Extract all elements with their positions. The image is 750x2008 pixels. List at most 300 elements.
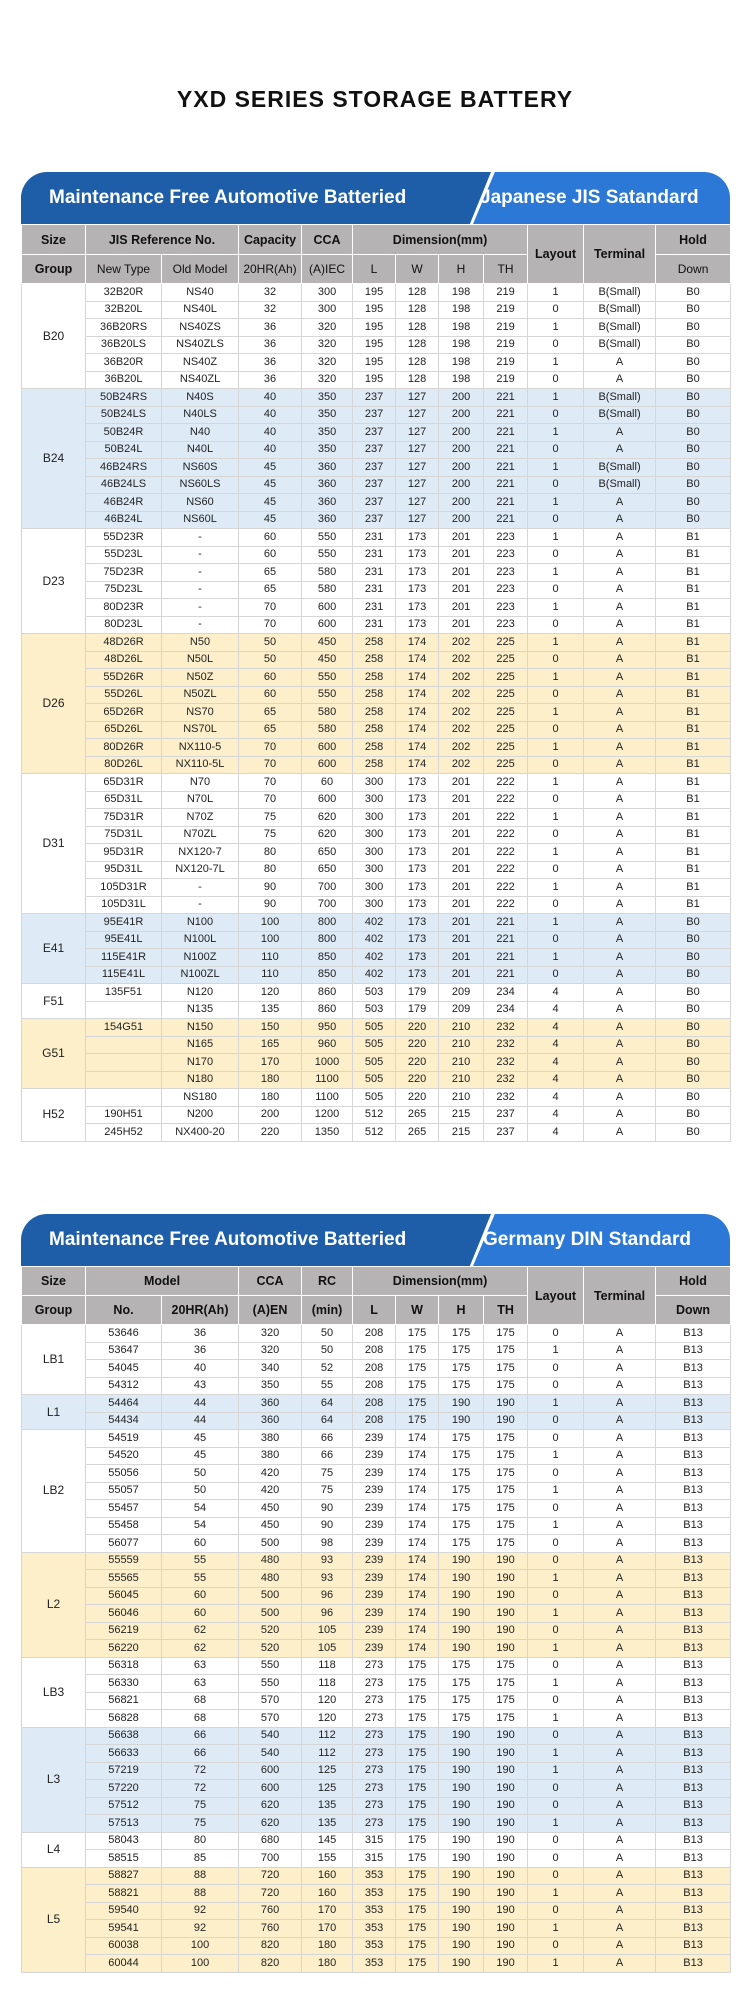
din-table-cell: 54434 xyxy=(86,1412,162,1430)
din-table-cell: 239 xyxy=(353,1447,396,1465)
din-banner xyxy=(21,1214,730,1266)
din-table-cell: 450 xyxy=(239,1500,302,1518)
din-table-cell: 175 xyxy=(396,1920,439,1938)
din-table-cell: 57513 xyxy=(86,1815,162,1833)
jis-table-cell: 4 xyxy=(528,1124,584,1142)
jis-table-cell: 258 xyxy=(353,704,396,722)
din-table-cell: 353 xyxy=(353,1902,396,1920)
din-table-cell: A xyxy=(584,1745,656,1763)
jis-table-cell: 4 xyxy=(528,1089,584,1107)
jis-table-cell: 245H52 xyxy=(86,1124,162,1142)
jis-table-cell: 221 xyxy=(484,511,528,529)
jis-table-cell: A xyxy=(584,756,656,774)
din-table-cell: 420 xyxy=(239,1465,302,1483)
jis-table-cell: 36B20L xyxy=(86,371,162,389)
din-table-cell: 190 xyxy=(484,1797,528,1815)
jis-table-cell: 202 xyxy=(439,721,484,739)
din-table-cell: 190 xyxy=(439,1780,484,1798)
jis-table-cell: 173 xyxy=(396,564,439,582)
din-table-cell: 500 xyxy=(239,1605,302,1623)
din-table-cell: 58821 xyxy=(86,1885,162,1903)
jis-table-cell: NS40ZL xyxy=(162,371,239,389)
din-table-cell: 175 xyxy=(439,1675,484,1693)
din-table-cell: 320 xyxy=(239,1342,302,1360)
jis-table-cell: 95E41L xyxy=(86,931,162,949)
jis-table-cell: 237 xyxy=(353,494,396,512)
jis-banner xyxy=(21,172,730,224)
jis-table-cell: 128 xyxy=(396,284,439,302)
jis-table-cell: 512 xyxy=(353,1124,396,1142)
jis-table-cell: NX400-20 xyxy=(162,1124,239,1142)
jis-table-cell: 40 xyxy=(239,389,302,407)
din-table-cell: A xyxy=(584,1657,656,1675)
jis-table-cell: 95D31L xyxy=(86,861,162,879)
jis-table-cell: B0 xyxy=(656,1019,731,1037)
din-table-cell: 55 xyxy=(302,1377,353,1395)
din-table-cell: 190 xyxy=(439,1395,484,1413)
din-table-cell: 174 xyxy=(396,1517,439,1535)
jis-table-cell: 300 xyxy=(353,844,396,862)
din-table-row xyxy=(22,1640,731,1658)
jis-table-row xyxy=(22,791,731,809)
jis-table-cell: B0 xyxy=(656,511,731,529)
jis-table-cell: 127 xyxy=(396,441,439,459)
din-table-cell: 174 xyxy=(396,1535,439,1553)
din-table-cell: 50 xyxy=(302,1342,353,1360)
din-table-cell: 190 xyxy=(484,1832,528,1850)
din-table-cell: 88 xyxy=(162,1885,239,1903)
jis-table-cell: 503 xyxy=(353,984,396,1002)
din-table-cell: 190 xyxy=(439,1412,484,1430)
jis-table-row xyxy=(22,739,731,757)
din-table-cell: 175 xyxy=(439,1325,484,1343)
din-table-cell: 175 xyxy=(396,1762,439,1780)
din-table-cell: 57219 xyxy=(86,1762,162,1780)
jis-table-cell: A xyxy=(584,966,656,984)
jis-table-cell: 174 xyxy=(396,686,439,704)
jis-table-row xyxy=(22,581,731,599)
jis-table-row xyxy=(22,809,731,827)
jis-table-cell: 221 xyxy=(484,389,528,407)
din-table-cell: 175 xyxy=(484,1360,528,1378)
din-table-cell: 125 xyxy=(302,1780,353,1798)
din-table-cell: 820 xyxy=(239,1955,302,1973)
jis-table-cell: N100Z xyxy=(162,949,239,967)
jis-table-cell: 1 xyxy=(528,354,584,372)
jis-table-row xyxy=(22,966,731,984)
jis-banner-standard: Japanese JIS Satandard xyxy=(480,187,699,208)
din-table-cell: 175 xyxy=(396,1902,439,1920)
din-table-cell: 175 xyxy=(439,1710,484,1728)
din-table-cell: B13 xyxy=(656,1762,731,1780)
jis-table-cell: A xyxy=(584,739,656,757)
jis-table-cell: B0 xyxy=(656,406,731,424)
jis-table-cell: 32 xyxy=(239,284,302,302)
din-table-cell: 160 xyxy=(302,1867,353,1885)
din-table-cell: A xyxy=(584,1815,656,1833)
din-table-cell: 0 xyxy=(528,1430,584,1448)
din-table-cell: 700 xyxy=(239,1850,302,1868)
din-table-row xyxy=(22,1447,731,1465)
din-table-cell: 92 xyxy=(162,1902,239,1920)
din-table-cell: 315 xyxy=(353,1850,396,1868)
din-table-cell: 570 xyxy=(239,1710,302,1728)
din-table-cell: 0 xyxy=(528,1850,584,1868)
din-table-cell: 55057 xyxy=(86,1482,162,1500)
jis-group-cell: H52 xyxy=(22,1089,86,1142)
din-table-cell: 175 xyxy=(439,1657,484,1675)
header-th: TH xyxy=(484,255,528,284)
jis-table-cell: 700 xyxy=(302,879,353,897)
din-table-cell: 68 xyxy=(162,1692,239,1710)
din-table-cell: 105 xyxy=(302,1640,353,1658)
din-table-cell: 145 xyxy=(302,1832,353,1850)
jis-table-cell: A xyxy=(584,564,656,582)
din-table-cell: B13 xyxy=(656,1902,731,1920)
din-table-cell: A xyxy=(584,1902,656,1920)
jis-table-cell: 580 xyxy=(302,564,353,582)
din-table-cell: 55 xyxy=(162,1570,239,1588)
jis-table-cell: 80D26R xyxy=(86,739,162,757)
jis-table-cell: N200 xyxy=(162,1106,239,1124)
din-section xyxy=(21,1214,730,1973)
din-table-row xyxy=(22,1885,731,1903)
jis-table-cell: 221 xyxy=(484,494,528,512)
din-table-cell: 175 xyxy=(484,1675,528,1693)
jis-table-cell: 201 xyxy=(439,581,484,599)
jis-table-cell: 195 xyxy=(353,301,396,319)
din-table-cell: 175 xyxy=(396,1850,439,1868)
jis-table-cell: 1 xyxy=(528,494,584,512)
din-table-cell: 190 xyxy=(484,1937,528,1955)
jis-table-cell: 200 xyxy=(439,406,484,424)
jis-table-cell: 173 xyxy=(396,896,439,914)
jis-group-cell: D26 xyxy=(22,634,86,774)
din-table-cell: 175 xyxy=(439,1517,484,1535)
jis-table-cell: B0 xyxy=(656,354,731,372)
jis-table-cell: 225 xyxy=(484,669,528,687)
jis-table-cell: A xyxy=(584,441,656,459)
din-table-cell: 190 xyxy=(439,1815,484,1833)
jis-table-cell: 360 xyxy=(302,494,353,512)
din-table-cell: A xyxy=(584,1867,656,1885)
din-table-row xyxy=(22,1692,731,1710)
din-table-cell: 62 xyxy=(162,1640,239,1658)
jis-table-cell: 100 xyxy=(239,931,302,949)
din-table-cell: 50 xyxy=(162,1482,239,1500)
jis-table-cell: 600 xyxy=(302,599,353,617)
jis-table-cell: A xyxy=(584,494,656,512)
jis-table-cell: 198 xyxy=(439,371,484,389)
jis-table-row xyxy=(22,861,731,879)
din-table-cell: 1 xyxy=(528,1745,584,1763)
jis-table-cell: 600 xyxy=(302,739,353,757)
din-table-cell: 50 xyxy=(162,1465,239,1483)
jis-table-cell: B0 xyxy=(656,336,731,354)
jis-table-cell: 65 xyxy=(239,581,302,599)
jis-table-cell: 620 xyxy=(302,826,353,844)
din-table-cell: 175 xyxy=(396,1780,439,1798)
jis-table-cell: A xyxy=(584,546,656,564)
jis-table-cell: 60 xyxy=(239,529,302,547)
din-table-cell: B13 xyxy=(656,1447,731,1465)
din-table-cell: A xyxy=(584,1395,656,1413)
jis-table-cell: B1 xyxy=(656,756,731,774)
jis-table-row xyxy=(22,1089,731,1107)
jis-table-cell: N40 xyxy=(162,424,239,442)
jis-table-cell: 231 xyxy=(353,616,396,634)
jis-table-cell: 1100 xyxy=(302,1071,353,1089)
din-table-cell: 680 xyxy=(239,1832,302,1850)
jis-table-cell: 198 xyxy=(439,336,484,354)
jis-table-cell: 60 xyxy=(239,669,302,687)
jis-table-cell: A xyxy=(584,704,656,722)
jis-table-cell: 225 xyxy=(484,739,528,757)
jis-table-cell: 174 xyxy=(396,739,439,757)
jis-table-cell: 320 xyxy=(302,354,353,372)
jis-table-cell: 4 xyxy=(528,984,584,1002)
din-table-cell: 760 xyxy=(239,1920,302,1938)
jis-table-cell: 221 xyxy=(484,931,528,949)
din-table-body xyxy=(22,1325,731,1973)
jis-table-cell: 202 xyxy=(439,669,484,687)
jis-table-cell: 1 xyxy=(528,424,584,442)
din-table-cell: 190 xyxy=(439,1605,484,1623)
jis-table-row xyxy=(22,634,731,652)
din-table-cell: 1 xyxy=(528,1762,584,1780)
din-group-cell: L4 xyxy=(22,1832,86,1867)
jis-table-cell: NX120-7L xyxy=(162,861,239,879)
jis-table-cell: 32B20L xyxy=(86,301,162,319)
din-group-cell: L5 xyxy=(22,1867,86,1972)
din-table-cell: A xyxy=(584,1885,656,1903)
jis-table-row xyxy=(22,914,731,932)
jis-table-row xyxy=(22,984,731,1002)
jis-table-cell: 48D26R xyxy=(86,634,162,652)
din-table-cell: 1 xyxy=(528,1920,584,1938)
din-header-size: Size xyxy=(22,1267,86,1296)
din-table-cell: 520 xyxy=(239,1622,302,1640)
jis-table-cell: 201 xyxy=(439,914,484,932)
jis-table-cell: 45 xyxy=(239,511,302,529)
din-table-cell: A xyxy=(584,1360,656,1378)
din-table-cell: 56046 xyxy=(86,1605,162,1623)
jis-table-cell: NX110-5 xyxy=(162,739,239,757)
din-table-cell: 175 xyxy=(484,1465,528,1483)
din-table-cell: B13 xyxy=(656,1675,731,1693)
din-table-cell: 360 xyxy=(239,1412,302,1430)
din-table-cell: 170 xyxy=(302,1902,353,1920)
jis-table-cell: 173 xyxy=(396,529,439,547)
jis-table-cell: 580 xyxy=(302,581,353,599)
page-title: YXD SERIES STORAGE BATTERY xyxy=(176,86,574,112)
din-table-cell: 320 xyxy=(239,1325,302,1343)
jis-table-cell: - xyxy=(162,564,239,582)
jis-table-cell xyxy=(86,1089,162,1107)
din-table-cell: 175 xyxy=(439,1535,484,1553)
jis-table-cell: A xyxy=(584,1001,656,1019)
jis-table-cell: 0 xyxy=(528,581,584,599)
din-table-cell: B13 xyxy=(656,1395,731,1413)
jis-table-cell: 200 xyxy=(439,389,484,407)
jis-table-cell: N100 xyxy=(162,914,239,932)
jis-table-cell: 50B24R xyxy=(86,424,162,442)
din-table-cell: 54045 xyxy=(86,1360,162,1378)
jis-table-cell: 505 xyxy=(353,1089,396,1107)
jis-table-cell: 60 xyxy=(302,774,353,792)
din-table-cell: 175 xyxy=(396,1710,439,1728)
din-table-cell: A xyxy=(584,1780,656,1798)
jis-table-row xyxy=(22,896,731,914)
jis-table-cell: 219 xyxy=(484,284,528,302)
din-table-row xyxy=(22,1745,731,1763)
din-table-cell: 1 xyxy=(528,1605,584,1623)
jis-table-cell: 300 xyxy=(302,301,353,319)
din-table-cell: B13 xyxy=(656,1937,731,1955)
din-table-cell: 620 xyxy=(239,1815,302,1833)
jis-table-row xyxy=(22,844,731,862)
din-table-cell: 273 xyxy=(353,1745,396,1763)
jis-table-cell: N70L xyxy=(162,791,239,809)
jis-table-cell: 0 xyxy=(528,791,584,809)
jis-group-cell: D23 xyxy=(22,529,86,634)
din-table-cell: 44 xyxy=(162,1395,239,1413)
jis-table-cell: 505 xyxy=(353,1019,396,1037)
din-table-cell: 190 xyxy=(439,1745,484,1763)
din-table-cell: 45 xyxy=(162,1447,239,1465)
jis-table-cell: 198 xyxy=(439,354,484,372)
din-table-cell: A xyxy=(584,1447,656,1465)
jis-table-cell: N120 xyxy=(162,984,239,1002)
jis-table-cell: 1 xyxy=(528,459,584,477)
din-table-cell: 85 xyxy=(162,1850,239,1868)
jis-table-cell: - xyxy=(162,599,239,617)
jis-table-cell: 48D26L xyxy=(86,651,162,669)
din-table-cell: 1 xyxy=(528,1482,584,1500)
din-table-cell: 175 xyxy=(396,1727,439,1745)
jis-table-cell: 201 xyxy=(439,861,484,879)
jis-table-cell: B1 xyxy=(656,704,731,722)
jis-table-cell: 221 xyxy=(484,424,528,442)
din-table-cell: 175 xyxy=(439,1692,484,1710)
jis-group-cell: B20 xyxy=(22,284,86,389)
jis-table-cell: 1200 xyxy=(302,1106,353,1124)
jis-table-cell xyxy=(86,1054,162,1072)
jis-table-cell: N70Z xyxy=(162,809,239,827)
jis-table-cell: 360 xyxy=(302,511,353,529)
din-table-cell: 175 xyxy=(439,1342,484,1360)
jis-table-cell: 223 xyxy=(484,546,528,564)
jis-table-row xyxy=(22,1054,731,1072)
jis-table-cell: 1 xyxy=(528,774,584,792)
jis-table-cell: 1 xyxy=(528,949,584,967)
din-table-cell: 273 xyxy=(353,1815,396,1833)
din-table-cell: 190 xyxy=(439,1955,484,1973)
jis-table-cell: 231 xyxy=(353,546,396,564)
din-group-cell: L1 xyxy=(22,1395,86,1430)
jis-table-cell: 4 xyxy=(528,1019,584,1037)
jis-table-cell: 173 xyxy=(396,844,439,862)
din-table-cell: A xyxy=(584,1587,656,1605)
din-table-cell: 93 xyxy=(302,1570,353,1588)
din-table-cell: 175 xyxy=(484,1692,528,1710)
din-table-cell: 93 xyxy=(302,1552,353,1570)
jis-table-cell: 128 xyxy=(396,319,439,337)
jis-table-cell: 70 xyxy=(239,616,302,634)
jis-table-row xyxy=(22,511,731,529)
jis-table-cell: 320 xyxy=(302,319,353,337)
din-table-cell: 353 xyxy=(353,1867,396,1885)
jis-table-row xyxy=(22,494,731,512)
jis-table-cell: A xyxy=(584,791,656,809)
jis-table-cell: 174 xyxy=(396,669,439,687)
jis-table-cell xyxy=(86,1036,162,1054)
jis-table-cell: 850 xyxy=(302,966,353,984)
jis-table-cell: 0 xyxy=(528,301,584,319)
jis-table-cell: 222 xyxy=(484,774,528,792)
din-table-cell: 450 xyxy=(239,1517,302,1535)
din-table-cell: 380 xyxy=(239,1430,302,1448)
jis-table-cell: 195 xyxy=(353,371,396,389)
din-table-cell: 500 xyxy=(239,1535,302,1553)
jis-table-cell: A xyxy=(584,371,656,389)
jis-table-cell: 220 xyxy=(396,1071,439,1089)
din-table-cell: B13 xyxy=(656,1622,731,1640)
jis-table-cell: N100ZL xyxy=(162,966,239,984)
jis-banner-title: Maintenance Free Automotive Batteried xyxy=(49,187,407,208)
din-group-cell: L3 xyxy=(22,1727,86,1832)
jis-table-cell: 46B24R xyxy=(86,494,162,512)
din-table-cell: 190 xyxy=(484,1780,528,1798)
jis-table-cell: 70 xyxy=(239,774,302,792)
din-table-cell: 175 xyxy=(396,1377,439,1395)
jis-table-cell: 0 xyxy=(528,826,584,844)
din-table-cell: B13 xyxy=(656,1360,731,1378)
jis-table-row xyxy=(22,774,731,792)
jis-table-cell: B(Small) xyxy=(584,336,656,354)
din-table-cell: 175 xyxy=(484,1342,528,1360)
din-table-cell: B13 xyxy=(656,1570,731,1588)
din-table-row xyxy=(22,1762,731,1780)
jis-table-cell: 201 xyxy=(439,966,484,984)
din-table-cell: 60 xyxy=(162,1605,239,1623)
din-table-row xyxy=(22,1535,731,1553)
din-table-cell: 315 xyxy=(353,1832,396,1850)
din-table-cell: 66 xyxy=(302,1430,353,1448)
jis-table-cell: 265 xyxy=(396,1106,439,1124)
jis-table-cell: 0 xyxy=(528,896,584,914)
jis-table-row xyxy=(22,756,731,774)
jis-table-cell: 237 xyxy=(353,424,396,442)
din-table-cell: 174 xyxy=(396,1552,439,1570)
din-group-cell: LB1 xyxy=(22,1325,86,1395)
jis-table-cell: A xyxy=(584,844,656,862)
jis-table-cell: 320 xyxy=(302,371,353,389)
din-table-row xyxy=(22,1395,731,1413)
din-table-cell: 0 xyxy=(528,1587,584,1605)
din-table-cell: 174 xyxy=(396,1430,439,1448)
din-table-cell: A xyxy=(584,1955,656,1973)
din-table-cell: 105 xyxy=(302,1622,353,1640)
din-table-row xyxy=(22,1727,731,1745)
jis-table-cell: B0 xyxy=(656,284,731,302)
jis-table-cell: - xyxy=(162,581,239,599)
jis-table-cell: B1 xyxy=(656,651,731,669)
din-table-cell: 1 xyxy=(528,1675,584,1693)
din-table-cell: B13 xyxy=(656,1850,731,1868)
din-table-cell: 54520 xyxy=(86,1447,162,1465)
jis-table-cell: 320 xyxy=(302,336,353,354)
